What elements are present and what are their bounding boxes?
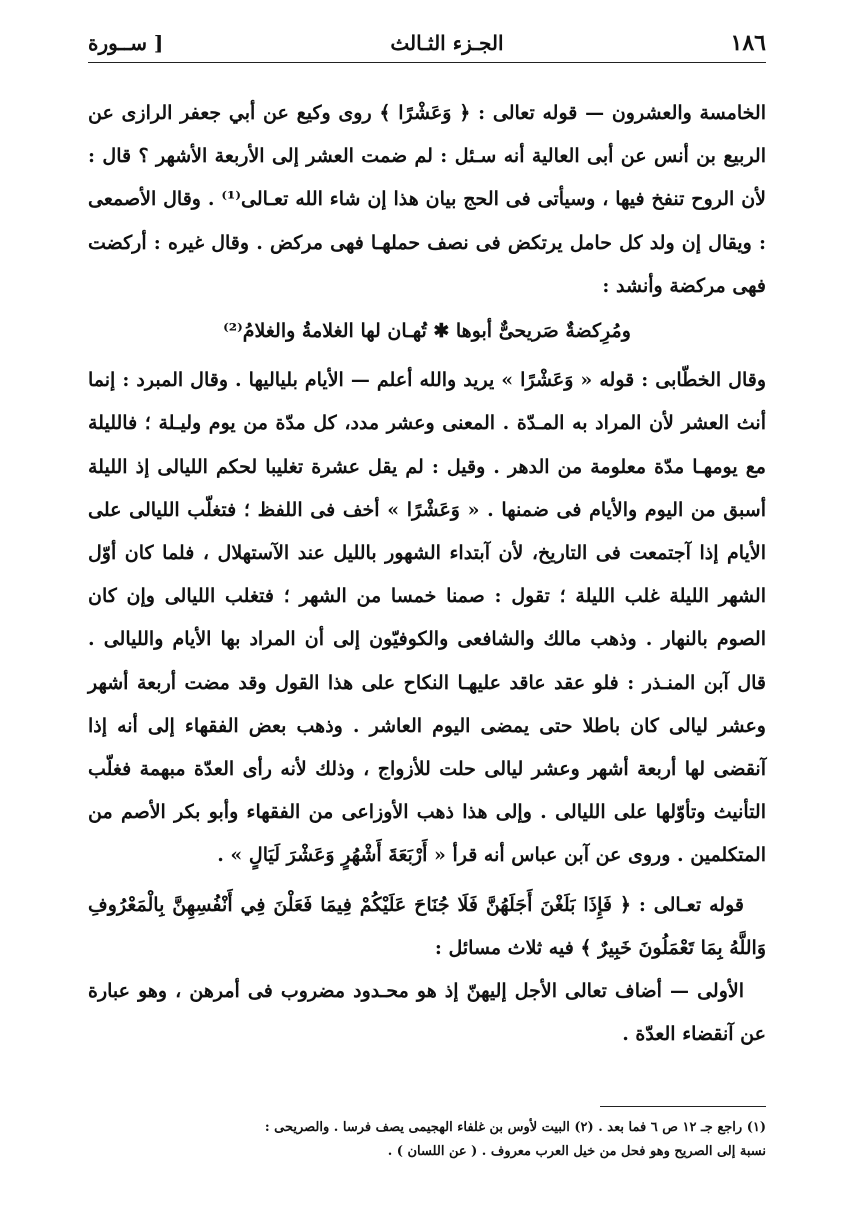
footnote-line: نسبة إلى الصريح وهو فحل من خيل العرب معروف . ( عن اللسان ) .	[387, 1144, 766, 1159]
footnote-line: (١) راجع جـ ١٢ ص ٦ فما بعد . (٢) البيت لأوس بن غلفاء الهجيمى يصف فرسا . والصريحى :	[264, 1120, 766, 1135]
main-text	[88, 92, 766, 1056]
poetry-verse: ومُرِكضةٌ صَريحىٌّ أبوها ✱ تُهـان لها الغلامةُ والغلامُ⁽²⁾	[223, 320, 631, 343]
paragraph-fifth-and-twentieth: الخامسة والعشرون — قوله تعالى : ﴿ وَعَشْرًا ﴾ روى وكيع عن أبي جعفر الرازى عن الربيع بن أنس عن أبى العالية أنه سـئل : لم ضمت العشر إلى الأربعة الأشهر ؟ قال : لأن الروح تنفخ فيها ، وسيأتى فى الحج بيان هذا إن شاء الله تعـالى⁽¹⁾ . وقال الأصمعى : ويقال إن ولد كل حامل يرتكض فى نصف حملهـا فهى مركض . وقال غيره : أركضت فهى مركضة وأنشد :	[88, 102, 766, 297]
paragraph-khattabi: وقال الخطّابى : قوله « وَعَشْرًا » يريد والله أعلم — الأيام بلياليها . وقال المبرد : إنما أنث العشر لأن المراد به المـدّة . المعنى وعشر مدد، كل مدّة من يوم وليـلة ؛ فالليلة مع يومهـا مدّة معلومة من الدهر . وقيل : لم يقل عشرة تغليبا لحكم الليالى إذ الليلة أسبق من اليوم والأيام فى ضمنها . « وَعَشْرًا » أخف فى اللفظ ؛ فتغلّب الليالى على الأيام إذا آجتمعت فى التاريخ، لأن آبتداء الشهور بالليل عند الآستهلال ، فلما كان أوّل الشهر الليلة غلب الليلة ؛ تقول : صمنا خمسا من الشهر ؛ فتغلب الليالى وإن كان الصوم بالنهار . وذهب مالك والشافعى والكوفيّون إلى أن المراد بها الأيام والليالى . قال آبن المنـذر : فلو عقد عاقد عليهـا النكاح على هذا القول وقد مضت أربعة أشهر وعشر ليالى كان باطلا حتى يمضى اليوم العاشر . وذهب بعض الفقهاء إلى أنه إذا آنقضى لها أربعة أشهر وعشر ليالى حلت للأزواج ، وذلك لأنه رأى العدّة مبهمة فغلّب التأنيث وتأوّلها على الليالى . وإلى هذا ذهب الأوزاعى من الفقهاء وأبو بكر الأصم من المتكلمين . وروى عن آبن عباس أنه قرأ « أَرْبَعَةَ أَشْهُرٍ وَعَشْرَ لَيَالٍ » .	[88, 369, 766, 867]
surah-label: [ ســورة	[88, 31, 164, 55]
paragraph-quran-verse: قوله تعـالى : ﴿ فَإِذَا بَلَغْنَ أَجَلَهُنَّ فَلَا جُنَاحَ عَلَيْكُمْ فِيمَا فَعَلْنَ فِي أَنْفُسِهِنَّ بِالْمَعْرُوفِ وَاللَّهُ بِمَا تَعْمَلُونَ خَبِيرٌ ﴾ فيه ثلاث مسائل :	[88, 893, 766, 959]
page-number: ١٨٦	[730, 30, 766, 56]
footnote-divider	[600, 1106, 766, 1107]
footnotes	[88, 1116, 766, 1164]
paragraph-first-issue: الأولى — أضاف تعالى الأجل إليهنّ إذ هو محـدود مضروب فى أمرهن ، وهو عبارة عن آنقضاء العدّة .	[88, 980, 766, 1046]
running-title: الجـزء الثـالث	[390, 31, 504, 55]
page-header	[88, 24, 766, 63]
